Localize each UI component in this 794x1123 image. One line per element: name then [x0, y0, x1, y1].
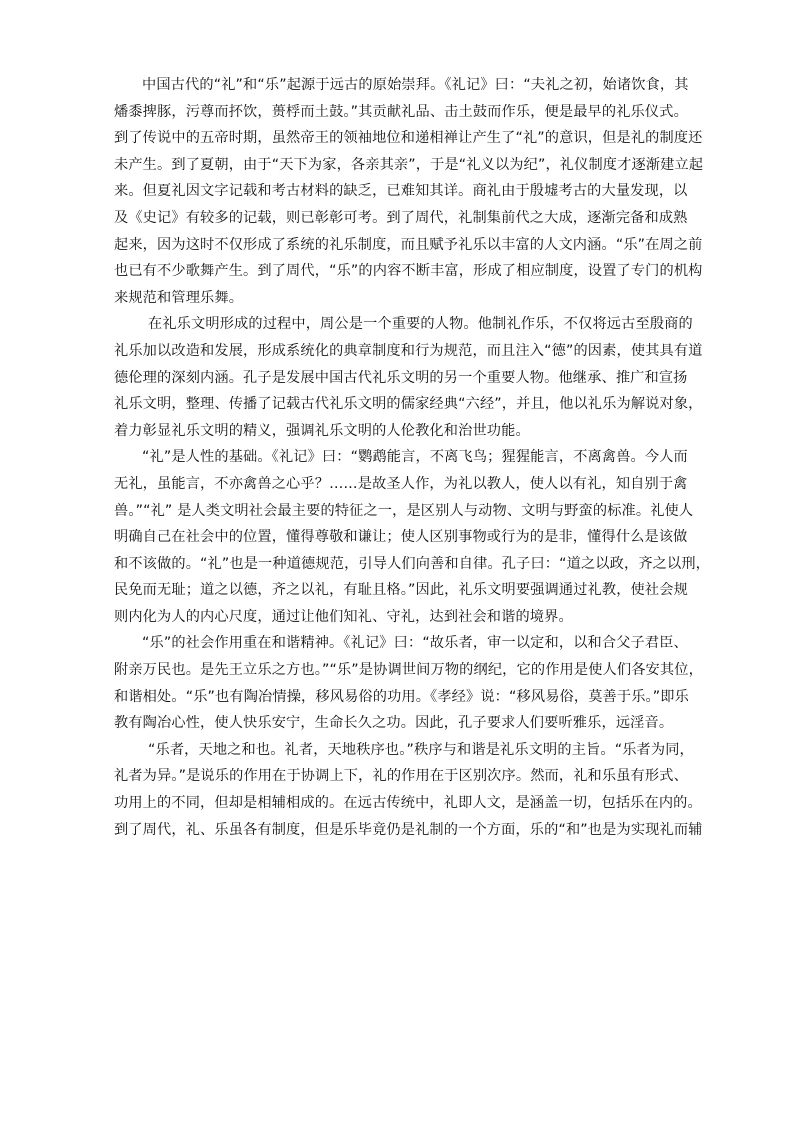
text-line: 到了传说中的五帝时期，虽然帝王的领袖地位和递相禅让产生了“礼”的意识，但是礼的制度还 — [114, 130, 703, 147]
text-line: 来。但夏礼因文字记载和考古材料的缺乏，已难知其详。商礼由于殷墟考古的大量发现，以 — [114, 183, 688, 200]
text-line: 附亲万民也。是先王立乐之方也。”“乐”是协调世间万物的纲纪，它的作用是使人们各安其位， — [114, 662, 703, 679]
text-line: 无礼，虽能言，不亦禽兽之心乎？……是故圣人作，为礼以教人，使人以有礼，知自别于禽 — [114, 475, 688, 492]
text-line: 功用上的不同，但却是相辅相成的。在远古传统中，礼即人文，是涵盖一切，包括乐在内的。 — [114, 795, 702, 812]
text-line: 教有陶冶心性，使人快乐安宁，生命长久之功。因此，孔子要求人们要听雅乐，远淫音。 — [114, 715, 674, 732]
text-line: 礼乐文明，整理、传播了记载古代礼乐文明的儒家经典“六经”，并且，他以礼乐为解说对象， — [114, 396, 703, 413]
text-line: 中国古代的“礼”和“乐”起源于远古的原始崇拜。《礼记》曰：“夫礼之初，始诸饮食，其 — [142, 77, 689, 93]
text-line: 燔黍捭豚，污尊而抔饮，蒉桴而土鼓。”其贡献礼品、击土鼓而作乐，便是最早的礼乐仪式。 — [114, 103, 688, 120]
text-line: 及《史记》有较多的记载，则已彰彰可考。到了周代，礼制集前代之大成，逐渐完备和成熟 — [114, 209, 688, 226]
body-text — [114, 72, 711, 843]
text-line: 和不该做的。“礼”也是一种道德规范，引导人们向善和自律。孔子曰：“道之以政，齐之以刑， — [114, 555, 711, 572]
text-line: 来规范和管理乐舞。 — [114, 289, 244, 306]
text-line: 和谐相处。“乐”也有陶冶情操，移风易俗的功用。《孝经》说：“移风易俗，莫善于乐。”即乐 — [114, 688, 689, 705]
text-line: 着力彰显礼乐文明的精义，强调礼乐文明的人伦教化和治世功能。 — [114, 422, 530, 439]
text-line: 也已有不少歌舞产生。到了周代，“乐”的内容不断丰富，形成了相应制度，设置了专门的机构 — [114, 263, 703, 280]
text-line: 起来，因为这时不仅形成了系统的礼乐制度，而且赋予礼乐以丰富的人文内涵。“乐”在周之前 — [114, 236, 703, 253]
text-line: 未产生。到了夏朝，由于“天下为家，各亲其亲”，于是“礼义以为纪”，礼仪制度才逐渐建立起 — [114, 156, 704, 173]
text-line: 礼乐加以改造和发展，形成系统化的典章制度和行为规范，而且注入“德”的因素，使其具有道 — [114, 342, 703, 359]
text-line: “乐者，天地之和也。礼者，天地秩序也。”秩序与和谐是礼乐文明的主旨。“乐者为同， — [148, 741, 694, 758]
text-line: 明确自己在社会中的位置，懂得尊敬和谦让；使人区别事物或行为的是非，懂得什么是该做 — [114, 529, 688, 546]
text-line: 德伦理的深刻内涵。孔子是发展中国古代礼乐文明的另一个重要人物。他继承、推广和宣扬 — [114, 369, 688, 386]
text-line: “乐”的社会作用重在和谐精神。《礼记》曰：“故乐者，审一以定和，以和合父子君臣、 — [142, 635, 688, 652]
text-line: “礼”是人性的基础。《礼记》曰：“鹦鹉能言，不离飞鸟；猩猩能言，不离禽兽。今人而 — [142, 449, 688, 466]
text-line: 到了周代，礼、乐虽各有制度，但是乐毕竟仍是礼制的一个方面，乐的“和”也是为实现礼而辅 — [114, 821, 703, 838]
text-line: 礼者为异。”是说乐的作用在于协调上下，礼的作用在于区别次序。然而，礼和乐虽有形式、 — [114, 768, 688, 785]
text-line: 在礼乐文明形成的过程中，周公是一个重要的人物。他制礼作乐，不仅将远古至殷商的 — [148, 316, 693, 333]
text-line: 民免而无耻；道之以德，齐之以礼，有耻且格。”因此，礼乐文明要强调通过礼教，使社会规 — [114, 582, 688, 599]
text-line: 兽。”“礼” 是人类文明社会最主要的特征之一，是区别人与动物、文明与野蛮的标准。礼使人 — [114, 502, 694, 519]
text-line: 则内化为人的内心尺度，通过让他们知礼、守礼，达到社会和谐的境界。 — [114, 608, 573, 625]
